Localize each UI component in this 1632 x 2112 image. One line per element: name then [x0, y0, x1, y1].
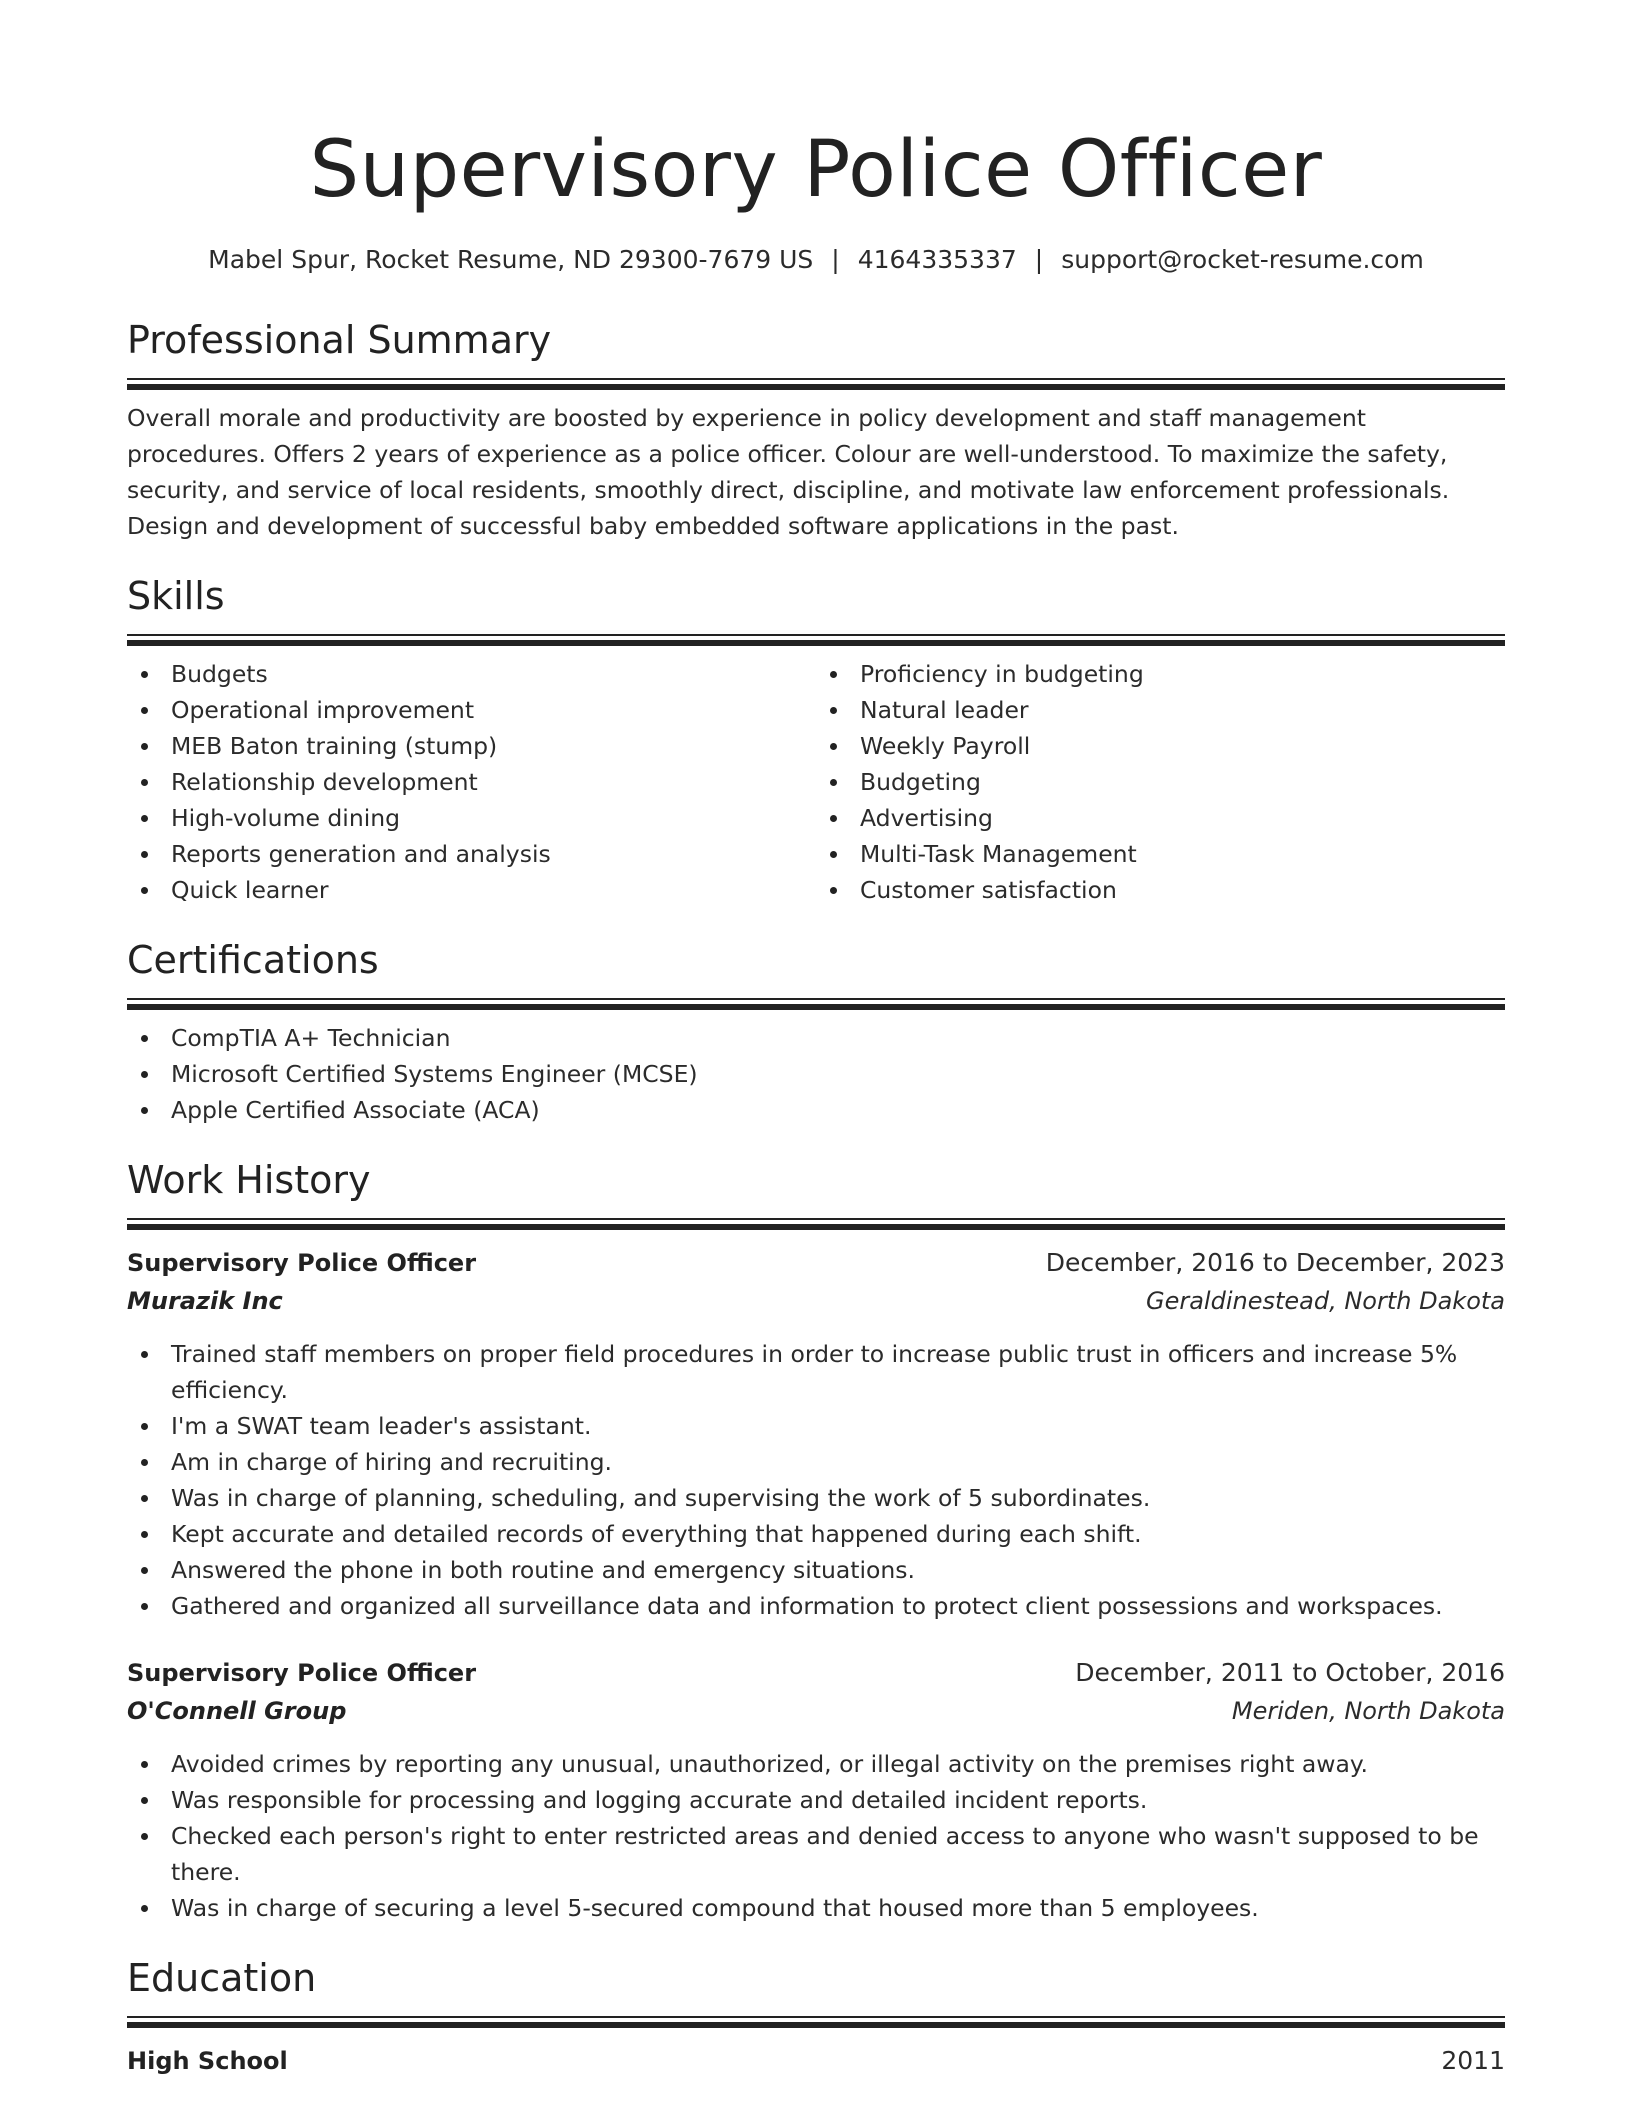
job-entry: [127, 1654, 1505, 1926]
job-subheader: [127, 1692, 1505, 1730]
skills-section: [127, 572, 1505, 908]
job-location: Meriden, North Dakota: [1231, 1697, 1505, 1725]
certifications-section: [127, 936, 1505, 1128]
work-history-section: [127, 1156, 1505, 1926]
job-header: [127, 1654, 1505, 1692]
skill-item: Proficiency in budgeting: [816, 656, 1505, 692]
certifications-heading: Certifications: [127, 938, 379, 982]
education-year: 2011: [1441, 2046, 1505, 2075]
summary-text: Overall morale and productivity are boosted by experience in policy development and staff management procedures. Offers 2 years of experience as a police officer. Colour are well-understood. To maximize the safety, security, and service of local residents, smoothly direct, discipline, and motivate law enforcement professionals. Design and development of successful baby embedded software applications in the past.: [127, 404, 1450, 540]
job-bullet: Am in charge of hiring and recruiting.: [127, 1444, 1505, 1480]
skills-column-left: [127, 656, 816, 908]
contact-phone: 4164335337: [857, 245, 1017, 274]
job-bullet: I'm a SWAT team leader's assistant.: [127, 1408, 1505, 1444]
job-bullet: Avoided crimes by reporting any unusual, unauthorized, or illegal activity on the premises right away.: [127, 1746, 1505, 1782]
certification-item: CompTIA A+ Technician: [127, 1020, 1505, 1056]
job-entry: [127, 1244, 1505, 1624]
section-divider: [127, 2016, 1505, 2028]
job-bullet: Checked each person's right to enter restricted areas and denied access to anyone who wasn't supposed to be there.: [127, 1818, 1505, 1890]
section-divider: [127, 378, 1505, 390]
section-divider: [127, 1218, 1505, 1230]
job-bullet: Trained staff members on proper field procedures in order to increase public trust in officers and increase 5% efficiency.: [127, 1336, 1505, 1408]
job-title: Supervisory Police Officer: [127, 1249, 477, 1277]
work-history-heading: Work History: [127, 1158, 371, 1202]
job-dates: December, 2016 to December, 2023: [1045, 1248, 1505, 1277]
education-heading: Education: [127, 1956, 317, 2000]
job-company: Murazik Inc: [127, 1287, 283, 1315]
skill-item: Quick learner: [127, 872, 816, 908]
certification-item: Apple Certified Associate (ACA): [127, 1092, 1505, 1128]
skill-item: Advertising: [816, 800, 1505, 836]
education-section: [127, 1954, 1505, 2080]
skill-item: MEB Baton training (stump): [127, 728, 816, 764]
education-entry: [127, 2042, 1505, 2080]
contact-line: [127, 244, 1505, 276]
skill-item: Multi-Task Management: [816, 836, 1505, 872]
skill-item: Budgets: [127, 656, 816, 692]
job-header: [127, 1244, 1505, 1282]
certification-item: Microsoft Certified Systems Engineer (MCSE): [127, 1056, 1505, 1092]
job-location: Geraldinestead, North Dakota: [1145, 1287, 1505, 1315]
skill-item: High-volume dining: [127, 800, 816, 836]
skill-item: Reports generation and analysis: [127, 836, 816, 872]
contact-address: Mabel Spur, Rocket Resume, ND 29300-7679 US: [208, 245, 814, 274]
job-bullet: Answered the phone in both routine and emergency situations.: [127, 1552, 1505, 1588]
skill-item: Budgeting: [816, 764, 1505, 800]
skill-item: Natural leader: [816, 692, 1505, 728]
contact-email: support@rocket-resume.com: [1061, 245, 1424, 274]
resume-title: Supervisory Police Officer: [309, 125, 1323, 215]
job-company: O'Connell Group: [127, 1697, 347, 1725]
job-bullet: Was in charge of securing a level 5-secured compound that housed more than 5 employees.: [127, 1890, 1505, 1926]
job-bullet: Was in charge of planning, scheduling, and supervising the work of 5 subordinates.: [127, 1480, 1505, 1516]
skill-item: Operational improvement: [127, 692, 816, 728]
job-title: Supervisory Police Officer: [127, 1659, 477, 1687]
skill-item: Relationship development: [127, 764, 816, 800]
contact-separator: |: [1034, 245, 1044, 274]
skill-item: Weekly Payroll: [816, 728, 1505, 764]
job-dates: December, 2011 to October, 2016: [1075, 1658, 1505, 1687]
skills-grid: [127, 656, 1505, 908]
education-degree: High School: [127, 2047, 288, 2075]
job-bullet: Kept accurate and detailed records of everything that happened during each shift.: [127, 1516, 1505, 1552]
job-bullet: Was responsible for processing and logging accurate and detailed incident reports.: [127, 1782, 1505, 1818]
job-bullet: Gathered and organized all surveillance data and information to protect client possessions and workspaces.: [127, 1588, 1505, 1624]
summary-heading: Professional Summary: [127, 318, 552, 362]
job-subheader: [127, 1282, 1505, 1320]
skills-column-right: [816, 656, 1505, 908]
section-divider: [127, 634, 1505, 646]
contact-separator: |: [831, 245, 840, 274]
skill-item: Customer satisfaction: [816, 872, 1505, 908]
skills-heading: Skills: [127, 574, 225, 618]
section-divider: [127, 998, 1505, 1010]
summary-section: [127, 316, 1505, 544]
